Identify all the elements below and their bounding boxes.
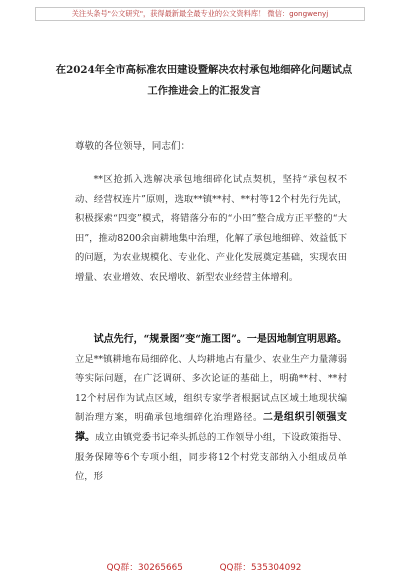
- top-banner: [35, 7, 365, 21]
- salutation: 尊敬的各位领导，同志们：: [75, 141, 191, 152]
- banner-text: 关注头条号"公文研究"，获得最新最全最专业的公文资料库！ 微信：gongwenyj: [71, 9, 329, 18]
- footer-qq-group-2: QQ群：535304092: [219, 563, 302, 573]
- paragraph-2-bold-2: 二是组织引领强支撑。: [75, 412, 347, 443]
- footer-qq-group-1: QQ群：30265665: [106, 563, 183, 573]
- footer: [0, 562, 408, 574]
- paragraph-2-text-2: 成立由镇党委书记牵头抓总的工作领导小组，下设政策指导、服务保障等6个专项小组，同步将12个村党支部纳入小组成员单位，形: [75, 431, 347, 483]
- paragraph-2: [75, 330, 347, 487]
- document-title: 在2024年全市高标准农田建设暨解决农村承包地细碎化问题试点工作推进会上的汇报发言: [55, 64, 353, 97]
- paragraph-2-lead: 试点先行，“规景图”变“施工图”。一是因地制宜明思路。: [93, 334, 347, 345]
- paragraph-1: **区抢抓入选解决承包地细碎化试点契机，坚持“承包权不动、经营权连片”原则，选取**镇**村、**村等12个村先行先试，积极探索“四变”模式，将错落分布的“小田”整合成方正平整的“大田”，推动8200余亩耕地集中治理，化解了承包地细碎、效益低下的问题，为农业规模化、专业化、产业化发展奠定基础，实现农田增量、农业增效、农民增收、新型农业经营主体增利。: [75, 174, 347, 283]
- paragraph-2-text-1: 立足**镇耕地布局细碎化、人均耕地占有量少、农业生产力量薄弱等实际问题，在广泛调研、多次论证的基础上，明确**村、**村12个村居作为试点区域，组织专家学者根据试点区域土地现状编制治理方案，明确承包地细碎化治理路径。: [75, 353, 347, 424]
